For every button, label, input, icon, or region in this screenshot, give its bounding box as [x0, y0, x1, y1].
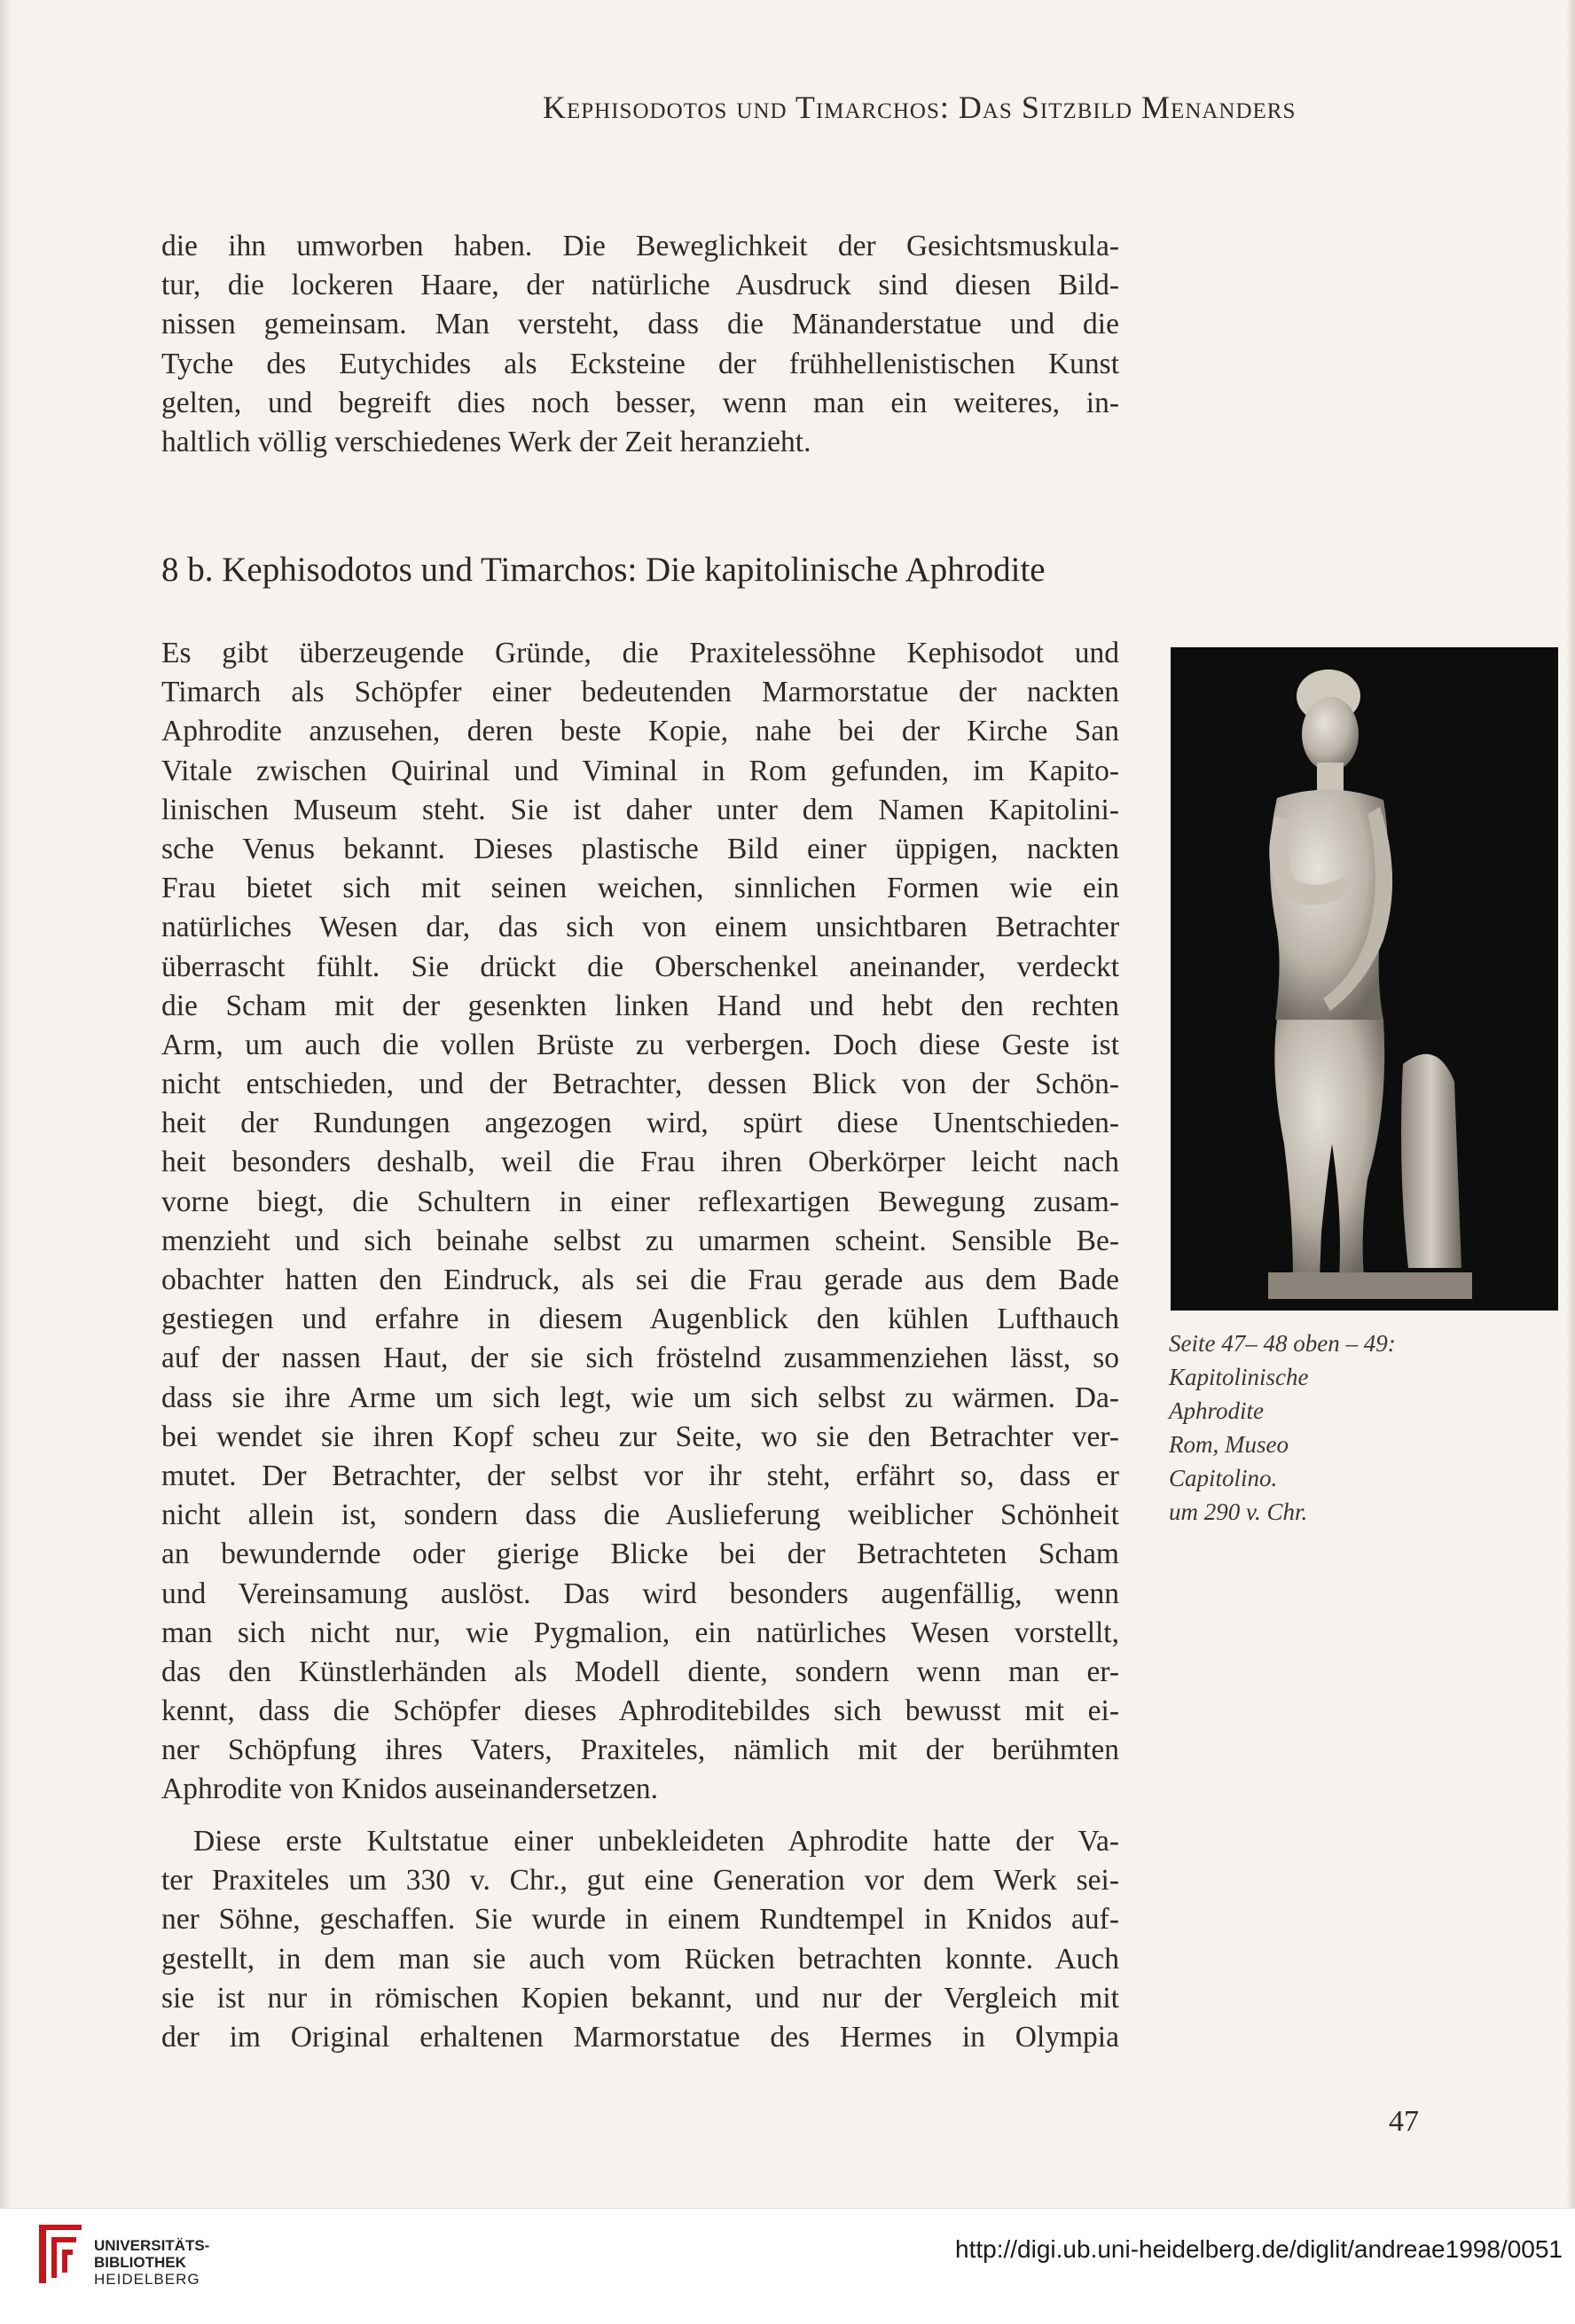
- text-line: nissen gemeinsam. Man versteht, dass die Mänanderstatue und die: [161, 308, 1119, 341]
- library-name-line: BIBLIOTHEK: [94, 2254, 186, 2271]
- running-head: Kephisodotos und Timarchos: Das Sitzbild Menanders: [543, 90, 1297, 125]
- text-line: nicht allein ist, sondern dass die Auslieferung weiblicher Schönheit: [161, 1498, 1119, 1532]
- text-line: Vitale zwischen Quirinal und Viminal in Rom gefunden, im Kapito-: [161, 754, 1119, 787]
- text-line: dass sie ihre Arme um sich legt, wie um sich selbst zu wärmen. Da-: [161, 1381, 1119, 1414]
- text-line: auf der nassen Haut, der sie sich fröstelnd zusammenziehen lässt, so: [161, 1342, 1119, 1375]
- text-line: Aphrodite anzusehen, deren beste Kopie, nahe bei der Kirche San: [161, 715, 1119, 748]
- text-line: heit der Rundungen angezogen wird, spürt diese Unentschieden-: [161, 1107, 1119, 1140]
- text-line: Timarch als Schöpfer einer bedeutenden Marmorstatue der nackten: [161, 676, 1119, 709]
- text-line: natürliches Wesen dar, das sich von einem unsichtbaren Betrachter: [161, 911, 1119, 944]
- caption-line: Rom, Museo: [1169, 1431, 1289, 1458]
- page-number: 47: [1389, 2105, 1419, 2138]
- text-line: gestiegen und erfahre in diesem Augenblick den kühlen Lufthauch: [161, 1303, 1119, 1336]
- text-line: Diese erste Kultstatue einer unbekleideten Aphrodite hatte der Va-: [193, 1825, 1119, 1858]
- text-line: ner Schöpfung ihres Vaters, Praxiteles, nämlich mit der berühmten: [161, 1733, 1119, 1767]
- text-line: gelten, und begreift dies noch besser, wenn man ein weiteres, in-: [161, 386, 1119, 419]
- caption-line: Aphrodite: [1169, 1397, 1264, 1424]
- text-line: Aphrodite von Knidos auseinandersetzen.: [161, 1772, 659, 1806]
- text-line: ner Söhne, geschaffen. Sie wurde in einem Rundtempel in Knidos auf-: [161, 1903, 1119, 1937]
- text-line: Tyche des Eutychides als Ecksteine der frühhellenistischen Kunst: [161, 347, 1119, 380]
- text-line: sche Venus bekannt. Dieses plastische Bild einer üppigen, nackten: [161, 832, 1119, 865]
- caption-line: um 290 v. Chr.: [1169, 1498, 1308, 1525]
- text-line: der im Original erhaltenen Marmorstatue des Hermes in Olympia: [161, 2020, 1119, 2054]
- text-line: menzieht und sich beinahe selbst zu umarmen scheint. Sensible Be-: [161, 1224, 1119, 1257]
- text-line: an bewundernde oder gierige Blicke bei der Betrachteten Scham: [161, 1538, 1119, 1571]
- paragraph-3: [161, 1822, 1119, 2057]
- aphrodite-statue-photo: [1171, 647, 1558, 1311]
- statue-illustration: [1171, 647, 1558, 1311]
- library-name-line: HEIDELBERG: [94, 2271, 200, 2288]
- library-name-line: UNIVERSITÄTS-: [94, 2237, 210, 2254]
- text-line: sie ist nur in römischen Kopien bekannt, und nur der Vergleich mit: [161, 1981, 1119, 2015]
- text-line: das den Künstlerhänden als Modell diente, sondern wenn man er-: [161, 1655, 1119, 1688]
- digitization-footer: [0, 2208, 1575, 2324]
- text-line: die Scham mit der gesenkten linken Hand und hebt den rechten: [161, 989, 1119, 1022]
- library-name: [94, 2237, 209, 2288]
- paragraph-1: [161, 227, 1119, 462]
- caption-line: Seite 47– 48 oben – 49:: [1169, 1330, 1396, 1357]
- text-line: überrascht fühlt. Sie drückt die Oberschenkel aneinander, verdeckt: [161, 950, 1119, 983]
- scan-edge-shadow: [1566, 0, 1575, 2208]
- section-heading: 8 b. Kephisodotos und Timarchos: Die kapitolinische Aphrodite: [161, 551, 1046, 589]
- text-line: tur, die lockeren Haare, der natürliche Ausdruck sind diesen Bild-: [161, 269, 1119, 302]
- text-line: kennt, dass die Schöpfer dieses Aphroditebildes sich bewusst mit ei-: [161, 1694, 1119, 1728]
- text-line: man sich nicht nur, wie Pygmalion, ein natürliches Wesen vorstellt,: [161, 1616, 1119, 1649]
- text-line: nicht entschieden, und der Betrachter, dessen Blick von der Schön-: [161, 1068, 1119, 1101]
- source-url-link[interactable]: http://digi.ub.uni-heidelberg.de/diglit/andreae1998/0051: [955, 2235, 1563, 2263]
- scan-gutter-shadow: [0, 0, 12, 2208]
- text-line: haltlich völlig verschiedenes Werk der Zeit heranzieht.: [161, 425, 811, 458]
- text-line: linischen Museum steht. Sie ist daher unter dem Namen Kapitolini-: [161, 793, 1119, 826]
- paragraph-2: [161, 634, 1119, 1810]
- text-line: Arm, um auch die vollen Brüste zu verbergen. Doch diese Geste ist: [161, 1028, 1119, 1061]
- text-line: gestellt, in dem man sie auch vom Rücken betrachten konnte. Auch: [161, 1942, 1119, 1976]
- text-line: ter Praxiteles um 330 v. Chr., gut eine Generation vor dem Werk sei-: [161, 1864, 1119, 1898]
- text-line: heit besonders deshalb, weil die Frau ihren Oberkörper leicht nach: [161, 1146, 1119, 1179]
- library-logo-icon: [35, 2221, 85, 2287]
- text-line: und Vereinsamung auslöst. Das wird besonders augenfällig, wenn: [161, 1577, 1119, 1610]
- text-line: Es gibt überzeugende Gründe, die Praxitelessöhne Kephisodot und: [161, 637, 1119, 669]
- caption-line: Capitolino.: [1169, 1465, 1278, 1491]
- text-line: Frau bietet sich mit seinen weichen, sinnlichen Formen wie ein: [161, 872, 1119, 905]
- text-line: vorne biegt, die Schultern in einer reflexartigen Bewegung zusam-: [161, 1185, 1119, 1218]
- figure-caption: [1169, 1326, 1435, 1529]
- text-line: obachter hatten den Eindruck, als sei die Frau gerade aus dem Bade: [161, 1264, 1119, 1296]
- text-line: mutet. Der Betrachter, der selbst vor ihr steht, erfährt so, dass er: [161, 1459, 1119, 1492]
- caption-line: Kapitolinische: [1169, 1364, 1309, 1390]
- text-line: die ihn umworben haben. Die Beweglichkeit der Gesichtsmuskula-: [161, 230, 1119, 262]
- text-line: bei wendet sie ihren Kopf scheu zur Seite, wo sie den Betrachter ver-: [161, 1420, 1119, 1453]
